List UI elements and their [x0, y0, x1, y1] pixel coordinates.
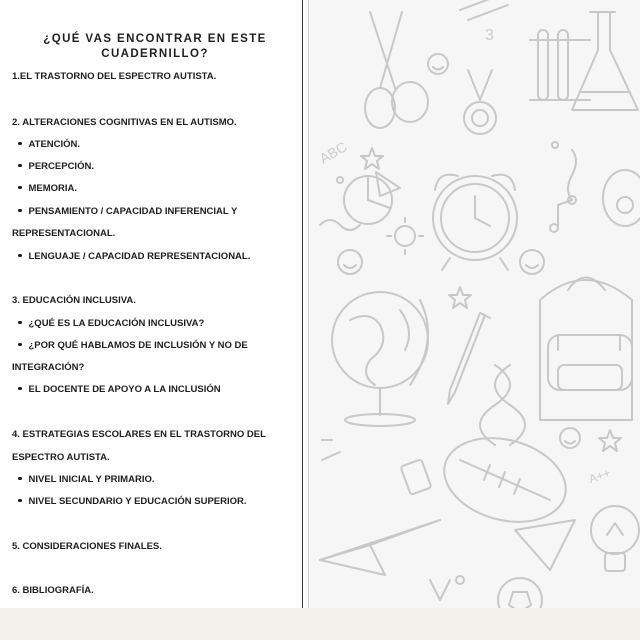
lab-flask-icon — [530, 12, 638, 110]
toc-page — [0, 0, 303, 608]
school-doodle-pattern — [310, 0, 640, 608]
toc-subitem: NIVEL INICIAL Y PRIMARIO. — [18, 473, 155, 487]
doodle-page — [310, 0, 640, 608]
abc-label: ABC — [316, 138, 350, 167]
dna-icon — [480, 365, 525, 445]
toc-item: 1.EL TRASTORNO DEL ESPECTRO AUTISTA. — [12, 71, 217, 82]
football-icon — [435, 425, 575, 534]
smiley-icon — [338, 54, 580, 448]
toc-item: REPRESENTACIONAL. — [12, 228, 116, 239]
star-icon — [361, 148, 621, 451]
soccer-ball-icon — [498, 578, 542, 608]
paper-plane-icon — [320, 520, 440, 575]
number-label: 3 — [485, 27, 494, 44]
music-note-icon — [550, 150, 576, 232]
background-strip — [0, 608, 640, 640]
toc-subitem: ATENCIÓN. — [18, 138, 80, 152]
toc-subitem: LENGUAJE / CAPACIDAD REPRESENTACIONAL. — [18, 250, 250, 264]
egg-icon — [603, 170, 640, 226]
medal-icon — [464, 70, 496, 134]
sun-icon — [387, 218, 423, 254]
toc-item: 3. EDUCACIÓN INCLUSIVA. — [12, 295, 136, 306]
toc-subitem: ¿QUÉ ES LA EDUCACIÓN INCLUSIVA? — [18, 317, 204, 331]
toc-subitem: PERCEPCIÓN. — [18, 160, 94, 174]
scissors-icon — [365, 12, 428, 128]
alarm-clock-icon — [433, 175, 517, 270]
toc-subitem: NIVEL SECUNDARIO Y EDUCACIÓN SUPERIOR. — [18, 495, 247, 509]
pencil-icon — [448, 313, 490, 404]
toc-item: ESPECTRO AUTISTA. — [12, 452, 110, 463]
backpack-icon — [540, 278, 632, 421]
squiggle-icon — [320, 142, 558, 600]
globe-icon — [332, 292, 428, 426]
toc-item: 5. CONSIDERACIONES FINALES. — [12, 541, 162, 552]
pie-chart-icon — [344, 172, 400, 224]
toc-subitem: PENSAMIENTO / CAPACIDAD INFERENCIAL Y — [18, 205, 237, 219]
ruler-icon — [515, 520, 575, 570]
toc-item: 6. BIBLIOGRAFÍA. — [12, 585, 94, 596]
toc-subitem: MEMORIA. — [18, 182, 77, 196]
light-bulb-icon — [591, 506, 639, 571]
page-gutter — [308, 0, 309, 608]
toc-subitem: ¿POR QUÉ HABLAMOS DE INCLUSIÓN Y NO DE — [18, 339, 248, 353]
eraser-icon — [401, 459, 432, 495]
toc-item: 4. ESTRATEGIAS ESCOLARES EN EL TRASTORNO DEL — [12, 429, 266, 440]
pencil-icon — [460, 0, 508, 20]
toc-item: INTEGRACIÓN? — [12, 362, 85, 373]
toc-title: ¿QUÉ VAS ENCONTRAR EN ESTE CUADERNILLO? — [43, 33, 267, 60]
toc-item: 2. ALTERACIONES COGNITIVAS EN EL AUTISMO. — [12, 117, 237, 128]
aplus-label: A++ — [586, 465, 613, 487]
toc-subitem: EL DOCENTE DE APOYO A LA INCLUSIÓN — [18, 383, 221, 397]
